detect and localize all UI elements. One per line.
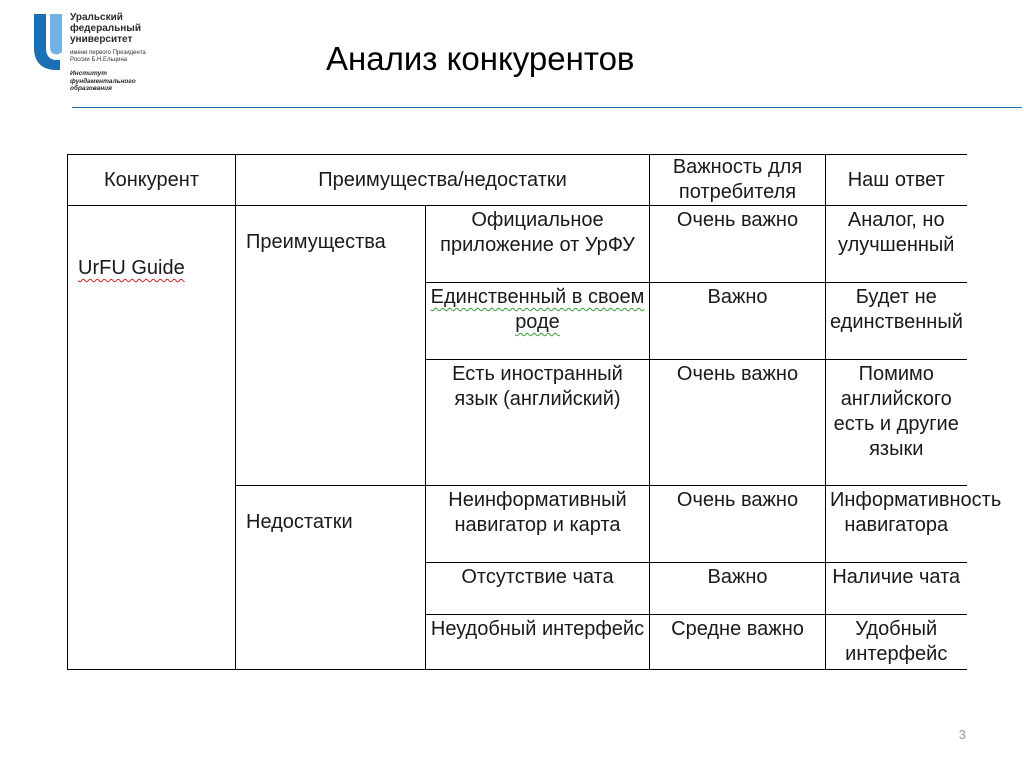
logo-subtitle xyxy=(70,50,170,64)
item-cell: Официальное приложение от УрФУ xyxy=(426,206,650,283)
logo-name-line: Уральский xyxy=(70,12,123,23)
item-cell xyxy=(426,283,650,360)
header-pros-cons: Преимущества/недостатки xyxy=(236,155,650,206)
title-divider xyxy=(72,107,1022,108)
logo-sub-line: России Б.Н.Ельцина xyxy=(70,57,128,63)
item-cell: Неудобный интерфейс xyxy=(426,615,650,670)
importance-cell: Очень важно xyxy=(650,206,826,283)
header-importance: Важность для потребителя xyxy=(650,155,826,206)
header-our-answer: Наш ответ xyxy=(826,155,967,206)
logo-institute xyxy=(70,70,170,93)
answer-cell: Аналог, но улучшенный xyxy=(826,206,967,283)
answer-cell: Удобный интерфейс xyxy=(826,615,967,670)
group-disadvantages: Недостатки xyxy=(236,486,426,670)
answer-cell: Будет не единственный xyxy=(826,283,967,360)
header-competitor: Конкурент xyxy=(68,155,236,206)
logo-name-line: федеральный xyxy=(70,23,141,34)
competitor-name: UrFU Guide xyxy=(78,257,185,279)
item-cell: Есть иностранный язык (английский) xyxy=(426,360,650,486)
answer-cell: Наличие чата xyxy=(826,563,967,615)
competitor-cell xyxy=(68,206,236,670)
answer-cell: Помимо английского есть и другие языки xyxy=(826,360,967,486)
logo-name-line: университет xyxy=(70,34,133,45)
ural-university-logo-icon xyxy=(30,12,66,74)
group-advantages: Преимущества xyxy=(236,206,426,486)
logo-inst-line: фундаментального xyxy=(70,77,136,85)
item-text: Единственный в своем роде xyxy=(430,286,645,333)
page-number: 3 xyxy=(958,727,966,742)
logo-university-name xyxy=(70,12,141,45)
slide-title: Анализ конкурентов xyxy=(326,40,635,77)
table-row xyxy=(68,206,967,283)
university-logo xyxy=(30,12,170,92)
table-header-row xyxy=(68,155,967,206)
item-cell: Неинформативный навигатор и карта xyxy=(426,486,650,563)
answer-cell: Информативность навигатора xyxy=(826,486,967,563)
competitor-table xyxy=(67,154,1002,670)
importance-cell: Очень важно xyxy=(650,360,826,486)
logo-sub-line: имени первого Президента xyxy=(70,50,146,56)
importance-cell: Очень важно xyxy=(650,486,826,563)
importance-cell: Средне важно xyxy=(650,615,826,670)
importance-cell: Важно xyxy=(650,283,826,360)
importance-cell: Важно xyxy=(650,563,826,615)
logo-inst-line: Институт xyxy=(70,70,107,77)
logo-inst-line: образования xyxy=(70,85,112,92)
item-cell: Отсутствие чата xyxy=(426,563,650,615)
